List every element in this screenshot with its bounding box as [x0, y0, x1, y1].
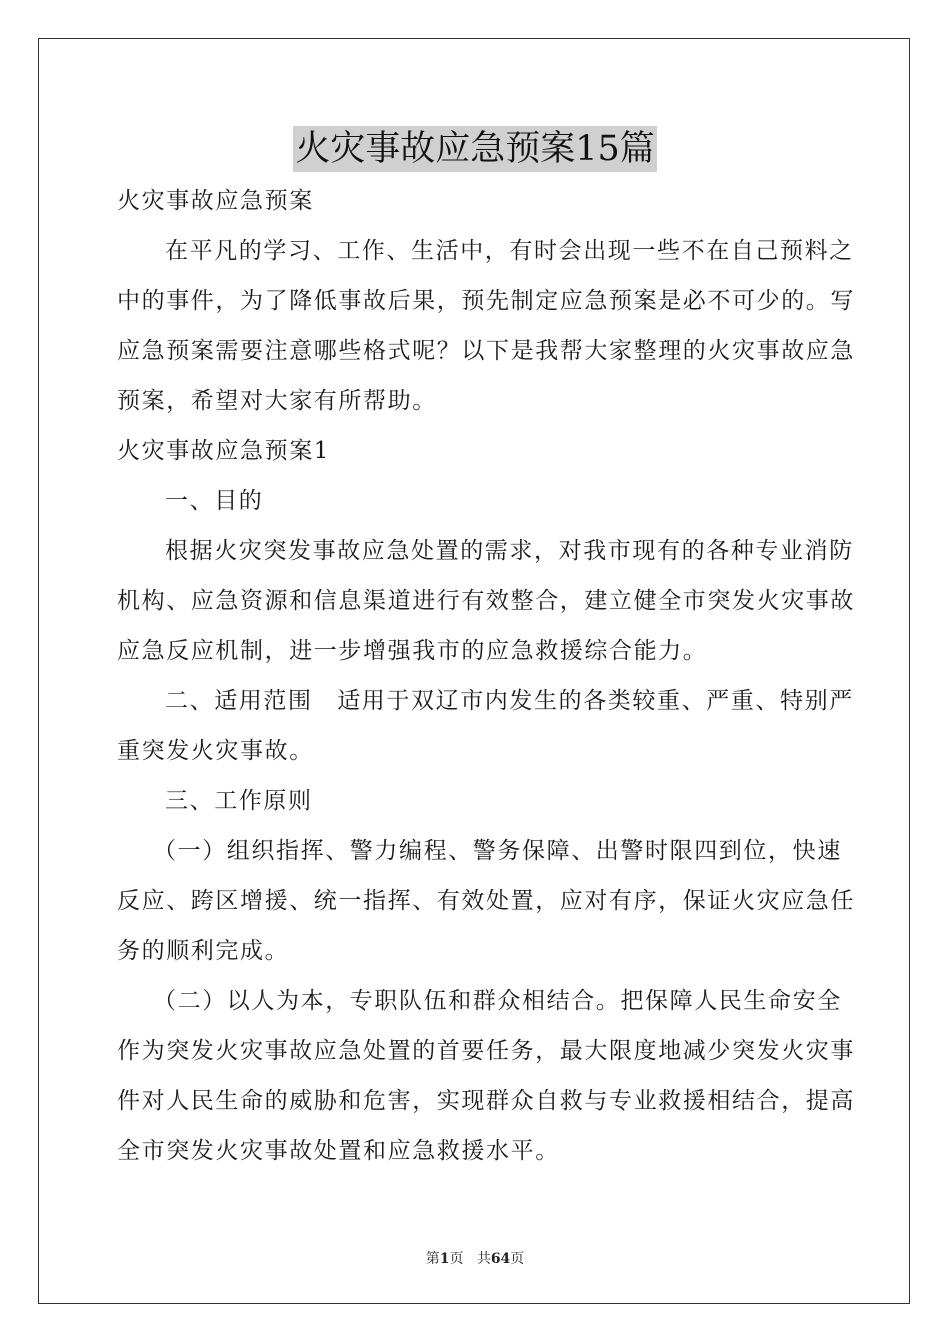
paragraph-line: （一）组织指挥、警力编程、警务保障、出警时限四到位，快速 — [153, 838, 842, 864]
paragraph-line: 件对人民生命的威胁和危害，实现群众自救与专业救援相结合，提高 — [117, 1088, 855, 1114]
page-prefix: 第 — [425, 1251, 440, 1267]
total-prefix: 共 — [476, 1251, 491, 1267]
total-suffix: 页 — [510, 1251, 525, 1267]
paragraph-line: 预案，希望对大家有所帮助。 — [117, 388, 437, 414]
total-pages: 64 — [490, 1251, 511, 1267]
paragraph-line: 重突发火灾事故。 — [117, 738, 314, 764]
paragraph-line: 作为突发火灾事故应急处置的首要任务，最大限度地减少突发火灾事 — [117, 1038, 855, 1064]
document-title: 火灾事故应急预案15篇 — [293, 126, 657, 172]
page-footer — [0, 1248, 950, 1268]
page-number: 1 — [439, 1251, 450, 1267]
paragraph-line: 应急预案需要注意哪些格式呢？以下是我帮大家整理的火灾事故应急 — [117, 338, 855, 364]
paragraph-line: 在平凡的学习、工作、生活中，有时会出现一些不在自己预料之 — [165, 238, 854, 264]
paragraph-line: 反应、跨区增援、统一指挥、有效处置，应对有序，保证火灾应急任 — [117, 888, 855, 914]
paragraph-line: 务的顺利完成。 — [117, 938, 290, 964]
paragraph-line: 应急反应机制，进一步增强我市的应急救援综合能力。 — [117, 638, 708, 664]
document-body — [117, 176, 855, 1176]
paragraph-line: 二、适用范围 适用于双辽市内发生的各类较重、严重、特别严 — [165, 688, 854, 714]
paragraph-line: 中的事件，为了降低事故后果，预先制定应急预案是必不可少的。写 — [117, 288, 855, 314]
paragraph-line: 根据火灾突发事故应急处置的需求，对我市现有的各种专业消防 — [165, 538, 854, 564]
title-container — [0, 126, 950, 172]
subsection-heading: 三、工作原则 — [165, 788, 313, 814]
section-heading: 火灾事故应急预案1 — [117, 438, 331, 464]
paragraph-line: （二）以人为本，专职队伍和群众相结合。把保障人民生命安全 — [153, 988, 842, 1014]
subsection-heading: 一、目的 — [165, 488, 264, 514]
paragraph-line: 机构、应急资源和信息渠道进行有效整合，建立健全市突发火灾事故 — [117, 588, 855, 614]
paragraph-line: 全市突发火灾事故处置和应急救援水平。 — [117, 1138, 560, 1164]
section-heading: 火灾事故应急预案 — [117, 188, 314, 214]
page-suffix: 页 — [449, 1251, 464, 1267]
